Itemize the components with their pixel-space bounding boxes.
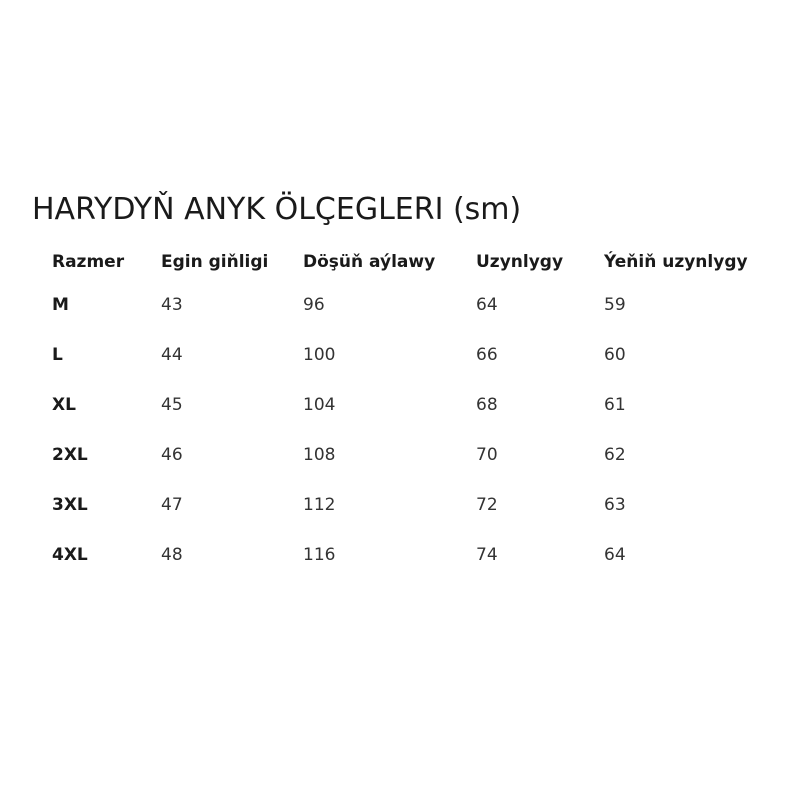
table-cell: 44 (161, 345, 183, 365)
size-cell: L (52, 345, 63, 365)
table-cell: 43 (161, 295, 183, 315)
table-row (52, 280, 764, 330)
column-header-sleeve-length: Ýeňiň uzynlygy (604, 252, 748, 272)
table-cell: 72 (476, 495, 498, 515)
size-cell: 2XL (52, 445, 88, 465)
table-row (52, 380, 764, 430)
size-chart-table (52, 244, 764, 580)
table-cell: 100 (303, 345, 336, 365)
table-cell: 66 (476, 345, 498, 365)
size-cell: XL (52, 395, 76, 415)
column-header-size: Razmer (52, 252, 125, 272)
table-header-row (52, 244, 764, 280)
table-cell: 64 (476, 295, 498, 315)
table-cell: 45 (161, 395, 183, 415)
table-row (52, 480, 764, 530)
page-title: HARYDYŇ ANYK ÖLÇEGLERI (sm) (32, 192, 522, 227)
size-cell: 3XL (52, 495, 88, 515)
table-cell: 70 (476, 445, 498, 465)
table-cell: 96 (303, 295, 325, 315)
table-cell: 59 (604, 295, 626, 315)
table-cell: 108 (303, 445, 336, 465)
table-row (52, 530, 764, 580)
table-cell: 47 (161, 495, 183, 515)
table-row (52, 430, 764, 480)
table-cell: 112 (303, 495, 336, 515)
table-cell: 74 (476, 545, 498, 565)
table-cell: 68 (476, 395, 498, 415)
size-cell: 4XL (52, 545, 88, 565)
table-row (52, 330, 764, 380)
table-cell: 61 (604, 395, 626, 415)
table-cell: 116 (303, 545, 336, 565)
table-cell: 48 (161, 545, 183, 565)
table-cell: 64 (604, 545, 626, 565)
table-cell: 62 (604, 445, 626, 465)
table-cell: 46 (161, 445, 183, 465)
table-cell: 60 (604, 345, 626, 365)
column-header-shoulder-width: Egin giňligi (161, 252, 269, 272)
column-header-length: Uzynlygy (476, 252, 564, 272)
table-cell: 104 (303, 395, 336, 415)
size-cell: M (52, 295, 69, 315)
table-cell: 63 (604, 495, 626, 515)
column-header-chest: Döşüň aýlawy (303, 252, 436, 272)
